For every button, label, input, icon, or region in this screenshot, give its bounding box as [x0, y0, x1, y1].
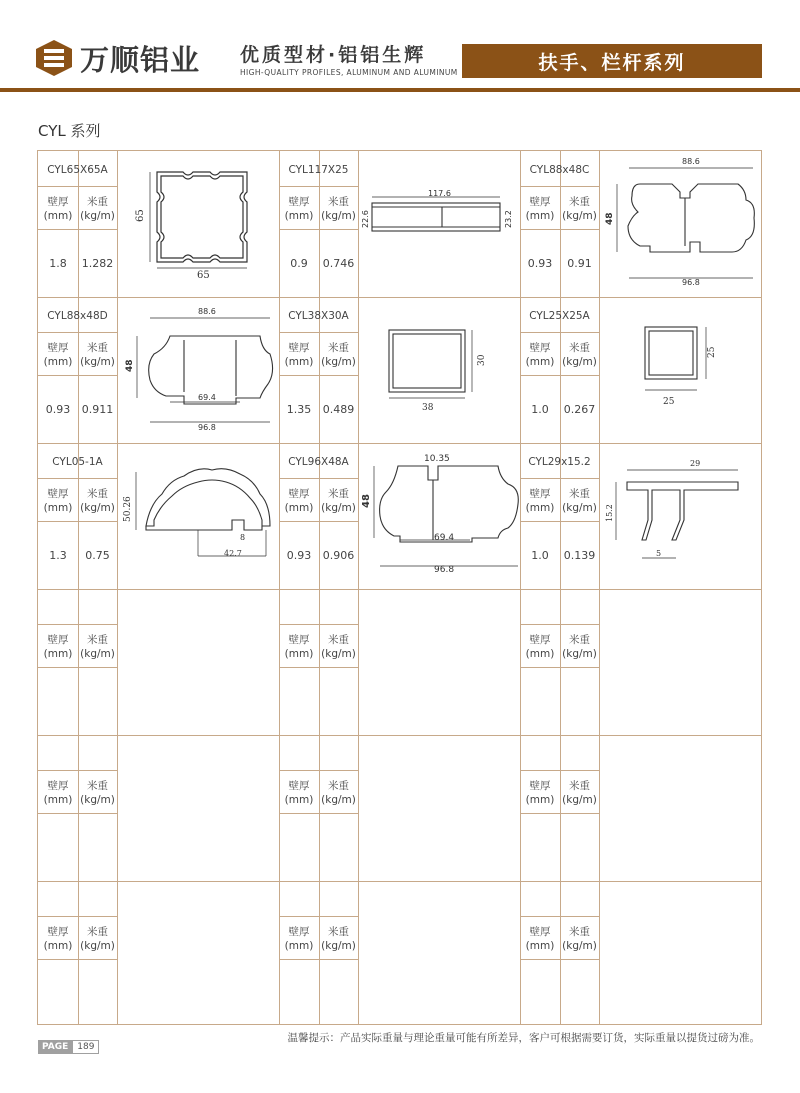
thickness-unit: (mm) [525, 502, 555, 514]
grid-row-divider [38, 332, 117, 333]
svg-text:25: 25 [663, 397, 675, 407]
page-number: 189 [72, 1040, 99, 1054]
svg-text:5: 5 [656, 549, 662, 558]
thickness-label: 壁厚 [288, 196, 310, 208]
weight-label: 米重 [569, 634, 590, 646]
thickness-label: 壁厚 [288, 488, 310, 500]
weight-label: 米重 [328, 488, 349, 500]
grid-row-divider [38, 770, 117, 771]
grid-row-divider [38, 916, 117, 917]
thickness-label: 壁厚 [47, 926, 69, 938]
dim-label: 65 [135, 209, 146, 222]
weight-label: 米重 [569, 196, 590, 208]
grid-row-divider [38, 959, 117, 960]
svg-text:69.4: 69.4 [198, 393, 216, 402]
grid-column-divider [279, 151, 280, 1024]
weight-unit: (kg/m) [80, 356, 115, 368]
svg-text:48: 48 [605, 212, 615, 225]
grid-column-divider [599, 151, 600, 1024]
grid-row-divider [38, 667, 117, 668]
svg-text:96.8: 96.8 [198, 423, 216, 432]
weight-value: 1.282 [81, 257, 114, 270]
thickness-label: 壁厚 [288, 634, 310, 646]
page-label: PAGE [38, 1040, 72, 1054]
weight-unit: (kg/m) [80, 502, 115, 514]
svg-text:42.7: 42.7 [224, 549, 242, 558]
thickness-unit: (mm) [43, 502, 73, 514]
section-title: CYL 系列 [38, 122, 101, 140]
header-rule [0, 88, 800, 92]
grid-row-divider [279, 332, 358, 333]
svg-text:8: 8 [240, 533, 246, 542]
weight-unit: (kg/m) [562, 940, 597, 952]
grid-row-divider [38, 297, 761, 298]
grid-row-divider [38, 589, 761, 590]
weight-label: 米重 [87, 342, 108, 354]
grid-row-divider [38, 624, 117, 625]
product-grid [37, 150, 762, 1025]
thickness-unit: (mm) [43, 940, 73, 952]
weight-label: 米重 [328, 780, 349, 792]
thickness-unit: (mm) [284, 210, 314, 222]
thickness-value: 0.9 [290, 257, 308, 270]
grid-row-divider [38, 375, 117, 376]
weight-label: 米重 [87, 488, 108, 500]
slogan: 优质型材·铝铝生辉 [240, 44, 427, 66]
thickness-value: 0.93 [527, 257, 553, 270]
grid-row-divider [38, 813, 117, 814]
weight-unit: (kg/m) [80, 794, 115, 806]
weight-unit: (kg/m) [80, 210, 115, 222]
thickness-unit: (mm) [284, 502, 314, 514]
grid-row-divider [520, 624, 599, 625]
page-header [0, 0, 800, 92]
thickness-value: 1.35 [286, 403, 312, 416]
thickness-value: 1.8 [49, 257, 67, 270]
footer-note: 温馨提示：产品实际重量与理论重量可能有所差异，客户可根据需要订货，实际重量以提货过磅为准。 [287, 1032, 760, 1044]
grid-row-divider [279, 813, 358, 814]
weight-label: 米重 [328, 634, 349, 646]
grid-row-divider [279, 916, 358, 917]
grid-row-divider [279, 375, 358, 376]
thickness-label: 壁厚 [288, 926, 310, 938]
thickness-label: 壁厚 [288, 780, 310, 792]
weight-value: 0.489 [322, 403, 355, 416]
weight-label: 米重 [87, 634, 108, 646]
weight-value: 0.746 [322, 257, 355, 270]
grid-column-divider [117, 151, 118, 1024]
grid-row-divider [38, 229, 117, 230]
weight-value: 0.75 [85, 549, 110, 562]
dim-label: 65 [197, 270, 210, 281]
thickness-unit: (mm) [43, 794, 73, 806]
svg-text:48: 48 [125, 359, 135, 372]
thickness-unit: (mm) [43, 210, 73, 222]
thickness-value: 0.93 [45, 403, 71, 416]
product-code: CYL88x48D [47, 310, 108, 322]
svg-text:96.8: 96.8 [682, 278, 700, 287]
weight-value: 0.267 [563, 403, 596, 416]
weight-label: 米重 [569, 926, 590, 938]
grid-row-divider [279, 186, 358, 187]
svg-text:69.4: 69.4 [434, 533, 455, 543]
grid-row-divider [520, 332, 599, 333]
weight-unit: (kg/m) [562, 210, 597, 222]
weight-unit: (kg/m) [321, 648, 356, 660]
weight-label: 米重 [569, 342, 590, 354]
weight-label: 米重 [328, 926, 349, 938]
thickness-unit: (mm) [284, 794, 314, 806]
product-code: CYL38X30A [288, 310, 349, 322]
thickness-label: 壁厚 [288, 342, 310, 354]
weight-unit: (kg/m) [562, 502, 597, 514]
grid-column-divider [319, 151, 320, 1024]
weight-unit: (kg/m) [562, 648, 597, 660]
svg-text:38: 38 [422, 403, 434, 413]
thickness-label: 壁厚 [47, 196, 69, 208]
weight-unit: (kg/m) [321, 210, 356, 222]
grid-row-divider [279, 959, 358, 960]
thickness-unit: (mm) [525, 648, 555, 660]
grid-row-divider [520, 667, 599, 668]
grid-row-divider [279, 229, 358, 230]
grid-row-divider [279, 667, 358, 668]
grid-row-divider [520, 375, 599, 376]
grid-row-divider [38, 478, 117, 479]
series-banner: 扶手、栏杆系列 [462, 44, 762, 78]
weight-label: 米重 [328, 196, 349, 208]
grid-row-divider [520, 770, 599, 771]
grid-row-divider [520, 229, 599, 230]
svg-text:117.6: 117.6 [428, 189, 451, 198]
grid-row-divider [279, 770, 358, 771]
thickness-unit: (mm) [525, 356, 555, 368]
svg-text:88.6: 88.6 [682, 157, 700, 166]
grid-row-divider [520, 478, 599, 479]
thickness-value: 1.0 [531, 403, 549, 416]
thickness-unit: (mm) [525, 794, 555, 806]
grid-row-divider [279, 478, 358, 479]
thickness-label: 壁厚 [529, 780, 551, 792]
product-code: CYL96X48A [288, 456, 349, 468]
weight-unit: (kg/m) [321, 356, 356, 368]
thickness-value: 0.93 [286, 549, 312, 562]
svg-text:22.6: 22.6 [361, 210, 370, 228]
svg-text:15.2: 15.2 [605, 504, 614, 522]
grid-row-divider [520, 813, 599, 814]
grid-row-divider [38, 881, 761, 882]
weight-unit: (kg/m) [562, 356, 597, 368]
svg-text:50.26: 50.26 [123, 496, 133, 522]
svg-text:25: 25 [707, 346, 717, 358]
grid-column-divider [358, 151, 359, 1024]
thickness-label: 壁厚 [47, 342, 69, 354]
weight-unit: (kg/m) [321, 794, 356, 806]
weight-label: 米重 [87, 780, 108, 792]
product-code: CYL25X25A [529, 310, 590, 322]
weight-value: 0.911 [81, 403, 114, 416]
weight-unit: (kg/m) [80, 648, 115, 660]
svg-text:96.8: 96.8 [434, 565, 455, 575]
svg-text:29: 29 [690, 459, 701, 468]
thickness-unit: (mm) [284, 356, 314, 368]
grid-column-divider [520, 151, 521, 1024]
grid-row-divider [520, 959, 599, 960]
product-code: CYL88x48C [529, 164, 590, 176]
weight-unit: (kg/m) [562, 794, 597, 806]
grid-row-divider [520, 521, 599, 522]
weight-value: 0.906 [322, 549, 355, 562]
thickness-label: 壁厚 [47, 634, 69, 646]
thickness-label: 壁厚 [529, 342, 551, 354]
weight-unit: (kg/m) [321, 940, 356, 952]
grid-row-divider [279, 521, 358, 522]
thickness-label: 壁厚 [529, 196, 551, 208]
weight-label: 米重 [569, 780, 590, 792]
grid-row-divider [38, 186, 117, 187]
weight-label: 米重 [87, 196, 108, 208]
svg-text:30: 30 [477, 354, 487, 366]
weight-label: 米重 [87, 926, 108, 938]
weight-value: 0.139 [563, 549, 596, 562]
grid-row-divider [38, 521, 117, 522]
company-logo-icon [36, 40, 72, 76]
weight-unit: (kg/m) [80, 940, 115, 952]
product-code: CYL117X25 [288, 164, 349, 176]
slogan-english: HIGH-QUALITY PROFILES, ALUMINUM AND ALUMINUM [240, 68, 458, 77]
thickness-label: 壁厚 [47, 488, 69, 500]
thickness-unit: (mm) [284, 648, 314, 660]
svg-text:10.35: 10.35 [424, 454, 450, 464]
svg-text:48: 48 [361, 494, 372, 508]
svg-text:23.2: 23.2 [504, 210, 513, 228]
brand-name: 万顺铝业 [80, 43, 201, 77]
weight-label: 米重 [328, 342, 349, 354]
thickness-unit: (mm) [43, 648, 73, 660]
grid-column-divider [560, 151, 561, 1024]
thickness-label: 壁厚 [529, 634, 551, 646]
thickness-unit: (mm) [525, 940, 555, 952]
thickness-label: 壁厚 [529, 488, 551, 500]
thickness-unit: (mm) [43, 356, 73, 368]
weight-label: 米重 [569, 488, 590, 500]
weight-value: 0.91 [567, 257, 592, 270]
grid-row-divider [38, 735, 761, 736]
thickness-unit: (mm) [284, 940, 314, 952]
weight-unit: (kg/m) [321, 502, 356, 514]
thickness-unit: (mm) [525, 210, 555, 222]
thickness-label: 壁厚 [529, 926, 551, 938]
thickness-value: 1.3 [49, 549, 67, 562]
product-code: CYL29x15.2 [528, 456, 591, 468]
page-number-tag [38, 1040, 99, 1054]
grid-row-divider [520, 916, 599, 917]
product-code: CYL65X65A [47, 164, 108, 176]
grid-column-divider [78, 151, 79, 1024]
thickness-label: 壁厚 [47, 780, 69, 792]
grid-row-divider [38, 443, 761, 444]
svg-text:88.6: 88.6 [198, 307, 216, 316]
thickness-value: 1.0 [531, 549, 549, 562]
grid-row-divider [520, 186, 599, 187]
grid-row-divider [279, 624, 358, 625]
product-code: CYL05-1A [52, 456, 103, 468]
